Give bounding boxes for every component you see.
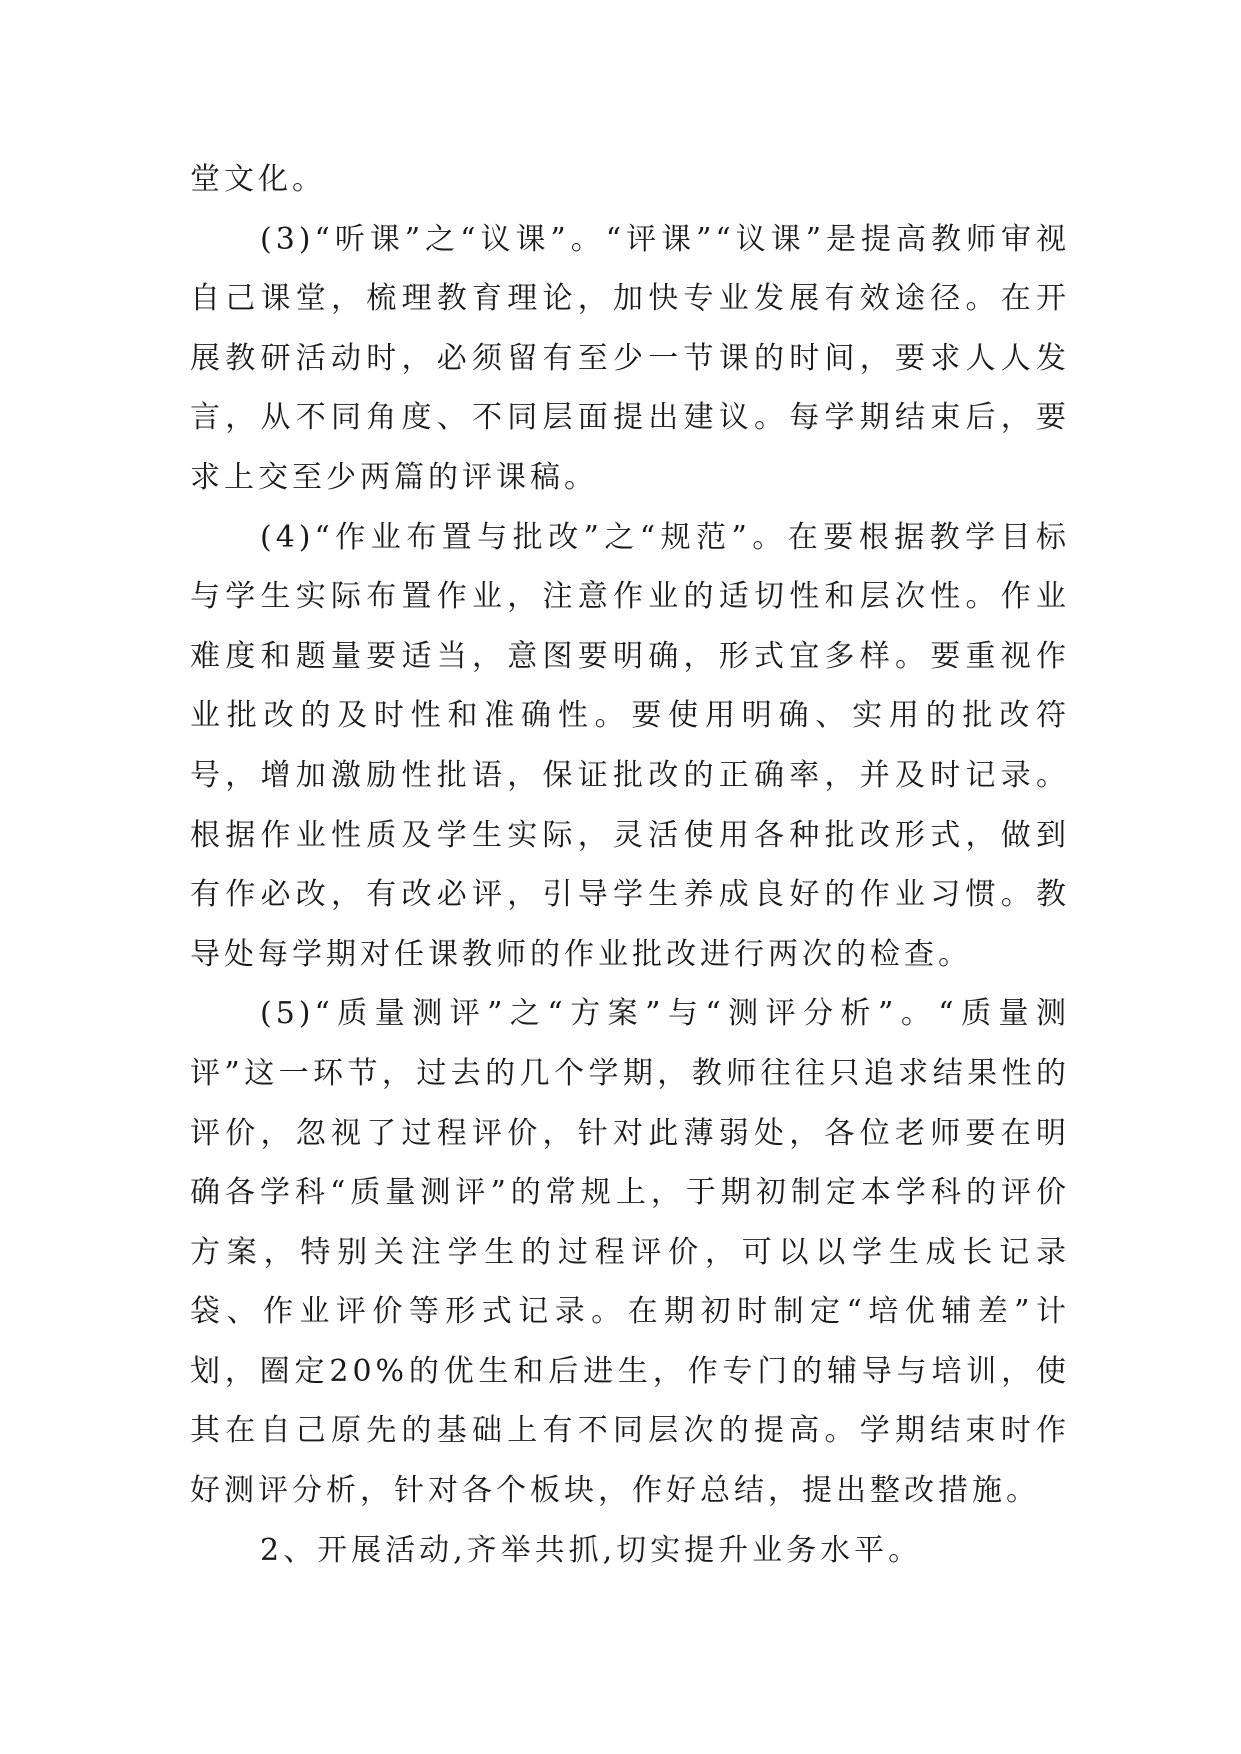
paragraph-continuation: 堂文化。 (190, 162, 326, 197)
paragraph-activities: 2、开展活动,齐举共抓,切实提升业务水平。 (260, 1532, 923, 1568)
paragraph-quality-evaluation: (5)“质量测评”之“方案”与“测评分析”。“质量测评”这一环节，过去的几个学期，教师往往只追求结果性的评价，忽视了过程评价，针对此薄弱处，各位老师要在明确各学科“质量测评”的常规上，于期初制定本学科的评价方案，特别关注学生的过程评价，可以以学生成长记录袋、作业评价等形式记录。在期初时制定“培优辅差”计划，圈定20%的优生和后进生，作专门的辅导与培训，使其在自己原先的基础上有不同层次的提高。学期结束时作好测评分析，针对各个板块，作好总结，提出整改措施。 (190, 996, 1070, 1509)
paragraph-homework: (4)“作业布置与批改”之“规范”。在要根据教学目标与学生实际布置作业，注意作业的适切性和层次性。作业难度和题量要适当，意图要明确，形式宜多样。要重视作业批改的及时性和准确性。要使用明确、实用的批改符号，增加激励性批语，保证批改的正确率，并及时记录。根据作业性质及学生实际，灵活使用各种批改形式，做到有作必改，有改必评，引导学生养成良好的作业习惯。教导处每学期对任课教师的作业批改进行两次的检查。 (190, 519, 1070, 972)
document-body (190, 150, 1070, 1580)
paragraph-listening-class: (3)“听课”之“议课”。“评课”“议课”是提高教师审视自己课堂，梳理教育理论，加快专业发展有效途径。在开展教研活动时，必须留有至少一节课的时间，要求人人发言，从不同角度、不同层面提出建议。每学期结束后，要求上交至少两篇的评课稿。 (190, 221, 1070, 495)
